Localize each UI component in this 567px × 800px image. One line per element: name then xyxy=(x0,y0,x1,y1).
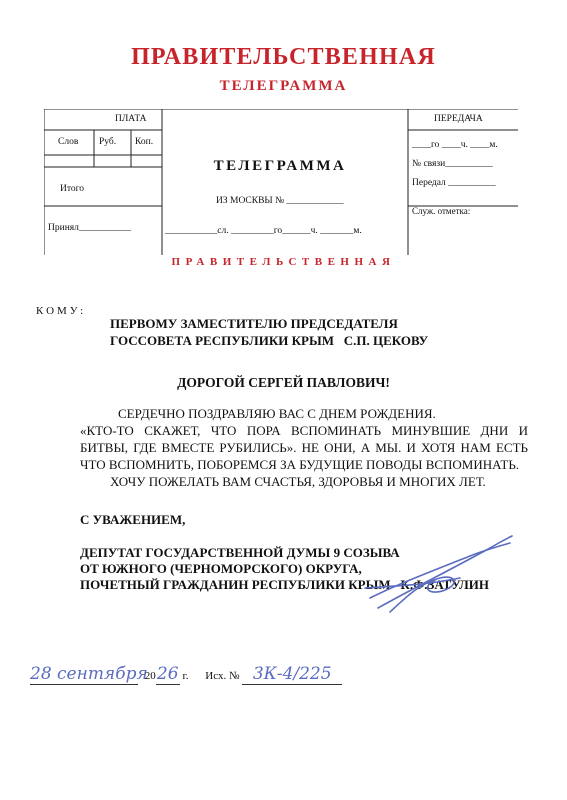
document-subtitle: ТЕЛЕГРАММА xyxy=(219,78,348,94)
signature-line-2: ОТ ЮЖНОГО (ЧЕРНОМОРСКОГО) ОКРУГА, xyxy=(80,561,362,576)
prinyal-blank: ___________ xyxy=(78,223,132,233)
prinyal-text: Принял xyxy=(48,223,79,233)
handwritten-ref-number: 3К-4/225 xyxy=(242,664,342,685)
telegram-center-title: ТЕЛЕГРАММА xyxy=(213,158,347,174)
document-title: ПРАВИТЕЛЬСТВЕННАЯ xyxy=(131,44,436,70)
handwritten-year: 26 xyxy=(156,664,179,684)
peredacha-label: ПЕРЕДАЧА xyxy=(434,114,483,124)
closing-regards: С УВАЖЕНИЕМ, xyxy=(80,512,186,527)
signature-line-1: ДЕПУТАТ ГОСУДАРСТВЕННОЙ ДУМЫ 9 СОЗЫВА xyxy=(80,545,400,560)
slov-label: Слов xyxy=(58,137,79,147)
paragraph-3: ХОЧУ ПОЖЕЛАТЬ ВАМ СЧАСТЬЯ, ЗДОРОВЬЯ И МНОГИХ ЛЕТ. xyxy=(110,474,486,489)
peredacha-time-field: ____го ____ч. ____м. xyxy=(412,140,498,150)
signature-line-3: ПОЧЕТНЫЙ ГРАЖДАНИН РЕСПУБЛИКИ КРЫМ К.Ф.ЗАТУЛИН xyxy=(80,577,489,592)
sluzh-otmetka-field: Служ. отметка: xyxy=(412,206,471,216)
letter-body xyxy=(80,405,528,490)
paragraph-2: «КТО-ТО СКАЖЕТ, ЧТО ПОРА ВСПОМИНАТЬ МИНУВШИЕ ДНИ И БИТВЫ, ГДЕ ВМЕСТЕ РУБИЛИСЬ». НЕ ОНИ, А МЫ. И ХОТЯ НАМ ЕСТЬ ЧТО ВСПОМНИТЬ, ПОБОРЕМСЯ ЗА БУДУЩИЕ ПОВОДЫ ВСПОМИНАТЬ. xyxy=(80,423,528,472)
ref-label: Исх. № xyxy=(205,670,240,682)
address-line-1: ПЕРВОМУ ЗАМЕСТИТЕЛЮ ПРЕДСЕДАТЕЛЯ xyxy=(110,316,398,331)
telegram-form xyxy=(44,109,518,255)
handwritten-date: 28 сентября xyxy=(30,664,148,684)
sent-time-field: ___________сл. _________го______ч. _______м. xyxy=(165,226,362,236)
handwritten-signature xyxy=(360,528,520,618)
kop-label: Коп. xyxy=(135,137,154,147)
footer-date-ref xyxy=(30,664,342,685)
address-line-2: ГОССОВЕТА РЕСПУБЛИКИ КРЫМ С.П. ЦЕКОВУ xyxy=(110,333,429,348)
year-suffix: г. xyxy=(182,670,189,682)
iz-moskvy-field: ИЗ МОСКВЫ № ____________ xyxy=(216,196,344,206)
prinyal-label xyxy=(48,223,131,233)
svyazi-field: № связи__________ xyxy=(412,159,493,169)
peredal-field: Передал __________ xyxy=(412,178,496,188)
year-prefix: 20 xyxy=(144,670,156,682)
recipient-address xyxy=(110,315,428,349)
paragraph-1: СЕРДЕЧНО ПОЗДРАВЛЯЮ ВАС С ДНЕМ РОЖДЕНИЯ. xyxy=(118,406,436,421)
itogo-label: Итого xyxy=(60,184,85,194)
plata-label: ПЛАТА xyxy=(115,114,147,124)
rub-label: Руб. xyxy=(99,137,117,147)
recipient-label: КОМУ: xyxy=(36,305,87,317)
salutation: ДОРОГОЙ СЕРГЕЙ ПАВЛОВИЧ! xyxy=(177,375,390,390)
government-spaced-label: ПРАВИТЕЛЬСТВЕННАЯ xyxy=(171,256,396,268)
